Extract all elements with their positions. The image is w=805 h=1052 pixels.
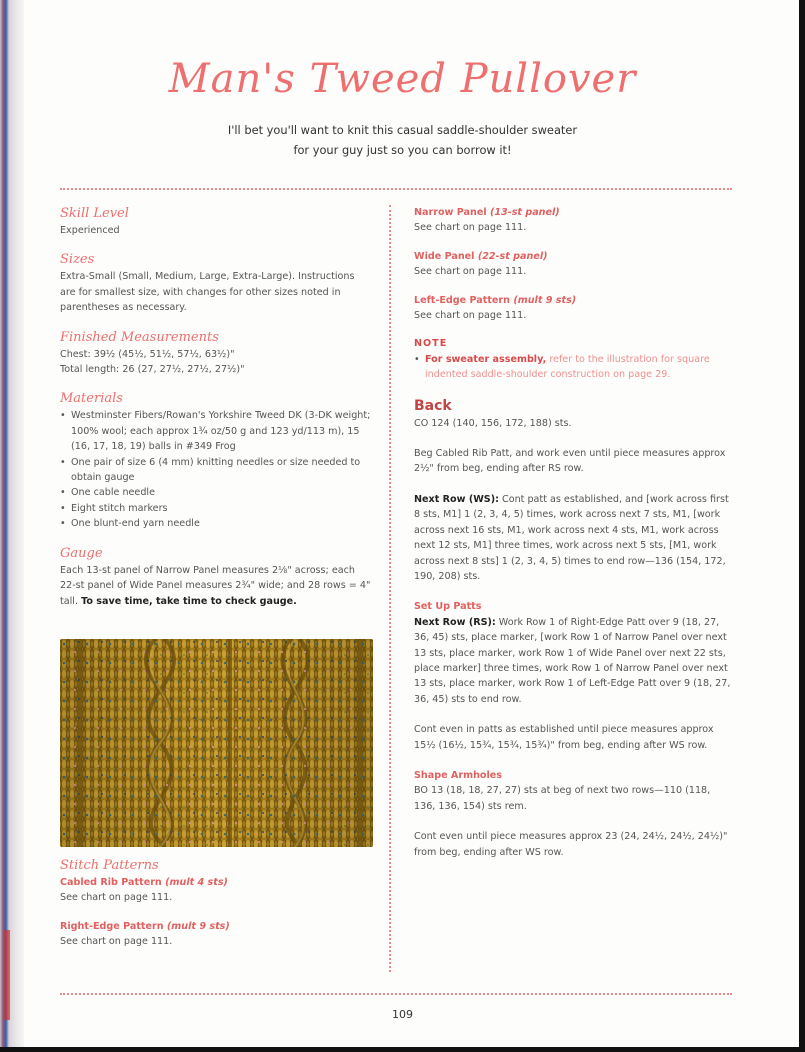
next-row-ws-text: Cont patt as established, and [work across first 8 sts, M1] 1 (2, 3, 4, 5) times, work across next 7 sts, M1, [work across next 16 sts, M1, work across next 4 sts, M1, work across next 12 sts, M1] three times, work across next 5 sts, [M1, work across next 8 sts] 1 (2, 3, 4, 5) times to end row—136 (154, 172, 190, 208) sts. (414, 493, 729, 582)
left-edge-label: Left-Edge Pattern (414, 294, 510, 306)
cabled-rib-mult: (mult 4 sts) (165, 877, 228, 888)
left-column (60, 205, 373, 622)
sizes-heading: Sizes (60, 252, 95, 268)
materials-heading: Materials (60, 391, 123, 407)
note-bold: For sweater assembly, (425, 353, 547, 365)
intro-line-2: for your guy just so you can borrow it! (293, 143, 512, 157)
intro-line-1: I'll bet you'll want to knit this casual saddle-shoulder sweater (227, 123, 578, 137)
cabled-rib-title (60, 875, 373, 890)
narrow-panel-label: Narrow Panel (414, 207, 487, 218)
sizes-section (60, 251, 373, 315)
note-body: refer to the illustration for square indented saddle-shoulder construction on page 29. (425, 353, 710, 381)
back-heading: Back (414, 397, 452, 414)
narrow-panel-text: See chart on page 111. (414, 222, 527, 234)
materials-item: • One cable needle (60, 485, 373, 500)
wide-panel-label: Wide Panel (414, 250, 475, 262)
note-list (414, 352, 734, 383)
materials-item: • One pair of size 6 (4 mm) knitting needles or size needed to obtain gauge (60, 455, 373, 486)
gauge-heading: Gauge (60, 545, 103, 561)
narrow-panel-mult: (13-st panel) (489, 207, 560, 218)
left-edge-mult: (mult 9 sts) (513, 294, 577, 306)
next-row-ws (414, 492, 734, 584)
note-section (414, 336, 734, 382)
wide-panel-text: See chart on page 111. (414, 266, 527, 278)
left-edge-text: See chart on page 111. (414, 310, 527, 322)
next-row-rs (414, 615, 734, 707)
intro-text (150, 120, 655, 160)
gauge-bold: To save time, take time to check gauge. (81, 595, 297, 607)
gauge-body: Each 13-st panel of Narrow Panel measures 2⅛" across; each 22-st panel of Wide Panel measures 2¾" wide; and 28 rows = 4" tall. (60, 564, 371, 607)
right-column (414, 205, 734, 860)
next-row-rs-text: Work Row 1 of Right-Edge Patt over 9 (18, 27, 36, 45) sts, place marker, [work Row 1 of Narrow Panel over next 13 sts, place marker, work Row 1 of Wide Panel over next 22 sts, place marker] three times, work Row 1 of Narrow Panel over next 13 sts, place marker, work Row 1 of Left-Edge Patt over 9 (18, 27, 36, 45) sts to end row. (414, 616, 731, 705)
page-title: Man's Tweed Pullover (168, 56, 637, 102)
right-edge-mult: (mult 9 sts) (166, 920, 230, 932)
materials-item: • One blunt-end yarn needle (60, 516, 373, 531)
finished-section (60, 329, 373, 378)
gauge-section (60, 545, 373, 609)
cont-even-1: Cont even in patts as established until piece measures approx 15½ (16½, 15¾, 15¾, 15¾)" from beg, ending after WS row. (414, 724, 714, 751)
right-edge-title (60, 919, 373, 934)
chest-text: Chest: 39½ (45½, 51½, 57½, 63½)" (60, 348, 235, 360)
top-dotted-divider (60, 188, 732, 190)
length-text: Total length: 26 (27, 27½, 27½, 27½)" (60, 364, 245, 376)
page-number: 109 (392, 1008, 413, 1021)
right-edge-label: Right-Edge Pattern (60, 920, 164, 932)
materials-section (60, 390, 373, 531)
shape-armholes-heading: Shape Armholes (414, 769, 503, 781)
stitch-section (60, 857, 373, 950)
cabled-rib-text: See chart on page 111. (60, 892, 173, 904)
page-edge-bottom (0, 1047, 805, 1052)
bottom-dotted-divider (60, 993, 732, 995)
wide-panel-section (414, 249, 734, 280)
set-up-heading: Set Up Patts (414, 601, 482, 613)
materials-list (60, 408, 373, 531)
finished-heading: Finished Measurements (60, 329, 219, 345)
cabled-rib-label: Cabled Rib Pattern (60, 877, 162, 888)
left-edge-title (414, 293, 734, 308)
note-label: NOTE (414, 338, 448, 350)
left-edge-section (414, 293, 734, 324)
stitch-heading: Stitch Patterns (60, 858, 159, 873)
sizes-text: Extra-Small (Small, Medium, Large, Extra-Large). Instructions are for smallest size, with changes for other sizes noted in parentheses as necessary. (60, 271, 355, 314)
swatch-photo (60, 639, 373, 847)
right-edge-text: See chart on page 111. (60, 936, 173, 948)
note-item (414, 352, 734, 383)
next-row-rs-label: Next Row (RS): (414, 616, 496, 628)
gauge-text (60, 563, 373, 609)
narrow-panel-title (414, 205, 734, 220)
skill-text: Experienced (60, 225, 120, 236)
wide-panel-title (414, 249, 734, 264)
column-divider (389, 205, 391, 972)
back-beg: Beg Cabled Rib Patt, and work even until piece measures approx 2½" from beg, ending after RS row. (414, 448, 726, 475)
skill-heading: Skill Level (60, 206, 129, 221)
cable-knit-image (60, 639, 373, 847)
skill-section (60, 205, 373, 238)
book-spine (0, 0, 24, 1052)
cont-even-2: Cont even until piece measures approx 23 (24, 24½, 24½, 24½)" from beg, ending after WS row. (414, 831, 728, 858)
materials-item: • Westminster Fibers/Rowan's Yorkshire Tweed DK (3-DK weight; 100% wool; each approx 1¾ oz/50 g and 123 yd/113 m), 15 (16, 17, 18, 19) balls in #349 Frog (60, 408, 373, 454)
bind-off-text: BO 13 (18, 18, 27, 27) sts at beg of next two rows—110 (118, 136, 136, 154) sts rem. (414, 785, 711, 812)
next-row-ws-label: Next Row (WS): (414, 493, 499, 505)
narrow-panel-section (414, 205, 734, 236)
back-co: CO 124 (140, 156, 172, 188) sts. (414, 417, 572, 429)
page-edge-right (799, 0, 805, 1052)
wide-panel-mult: (22-st panel) (477, 250, 548, 262)
materials-item: • Eight stitch markers (60, 501, 373, 516)
